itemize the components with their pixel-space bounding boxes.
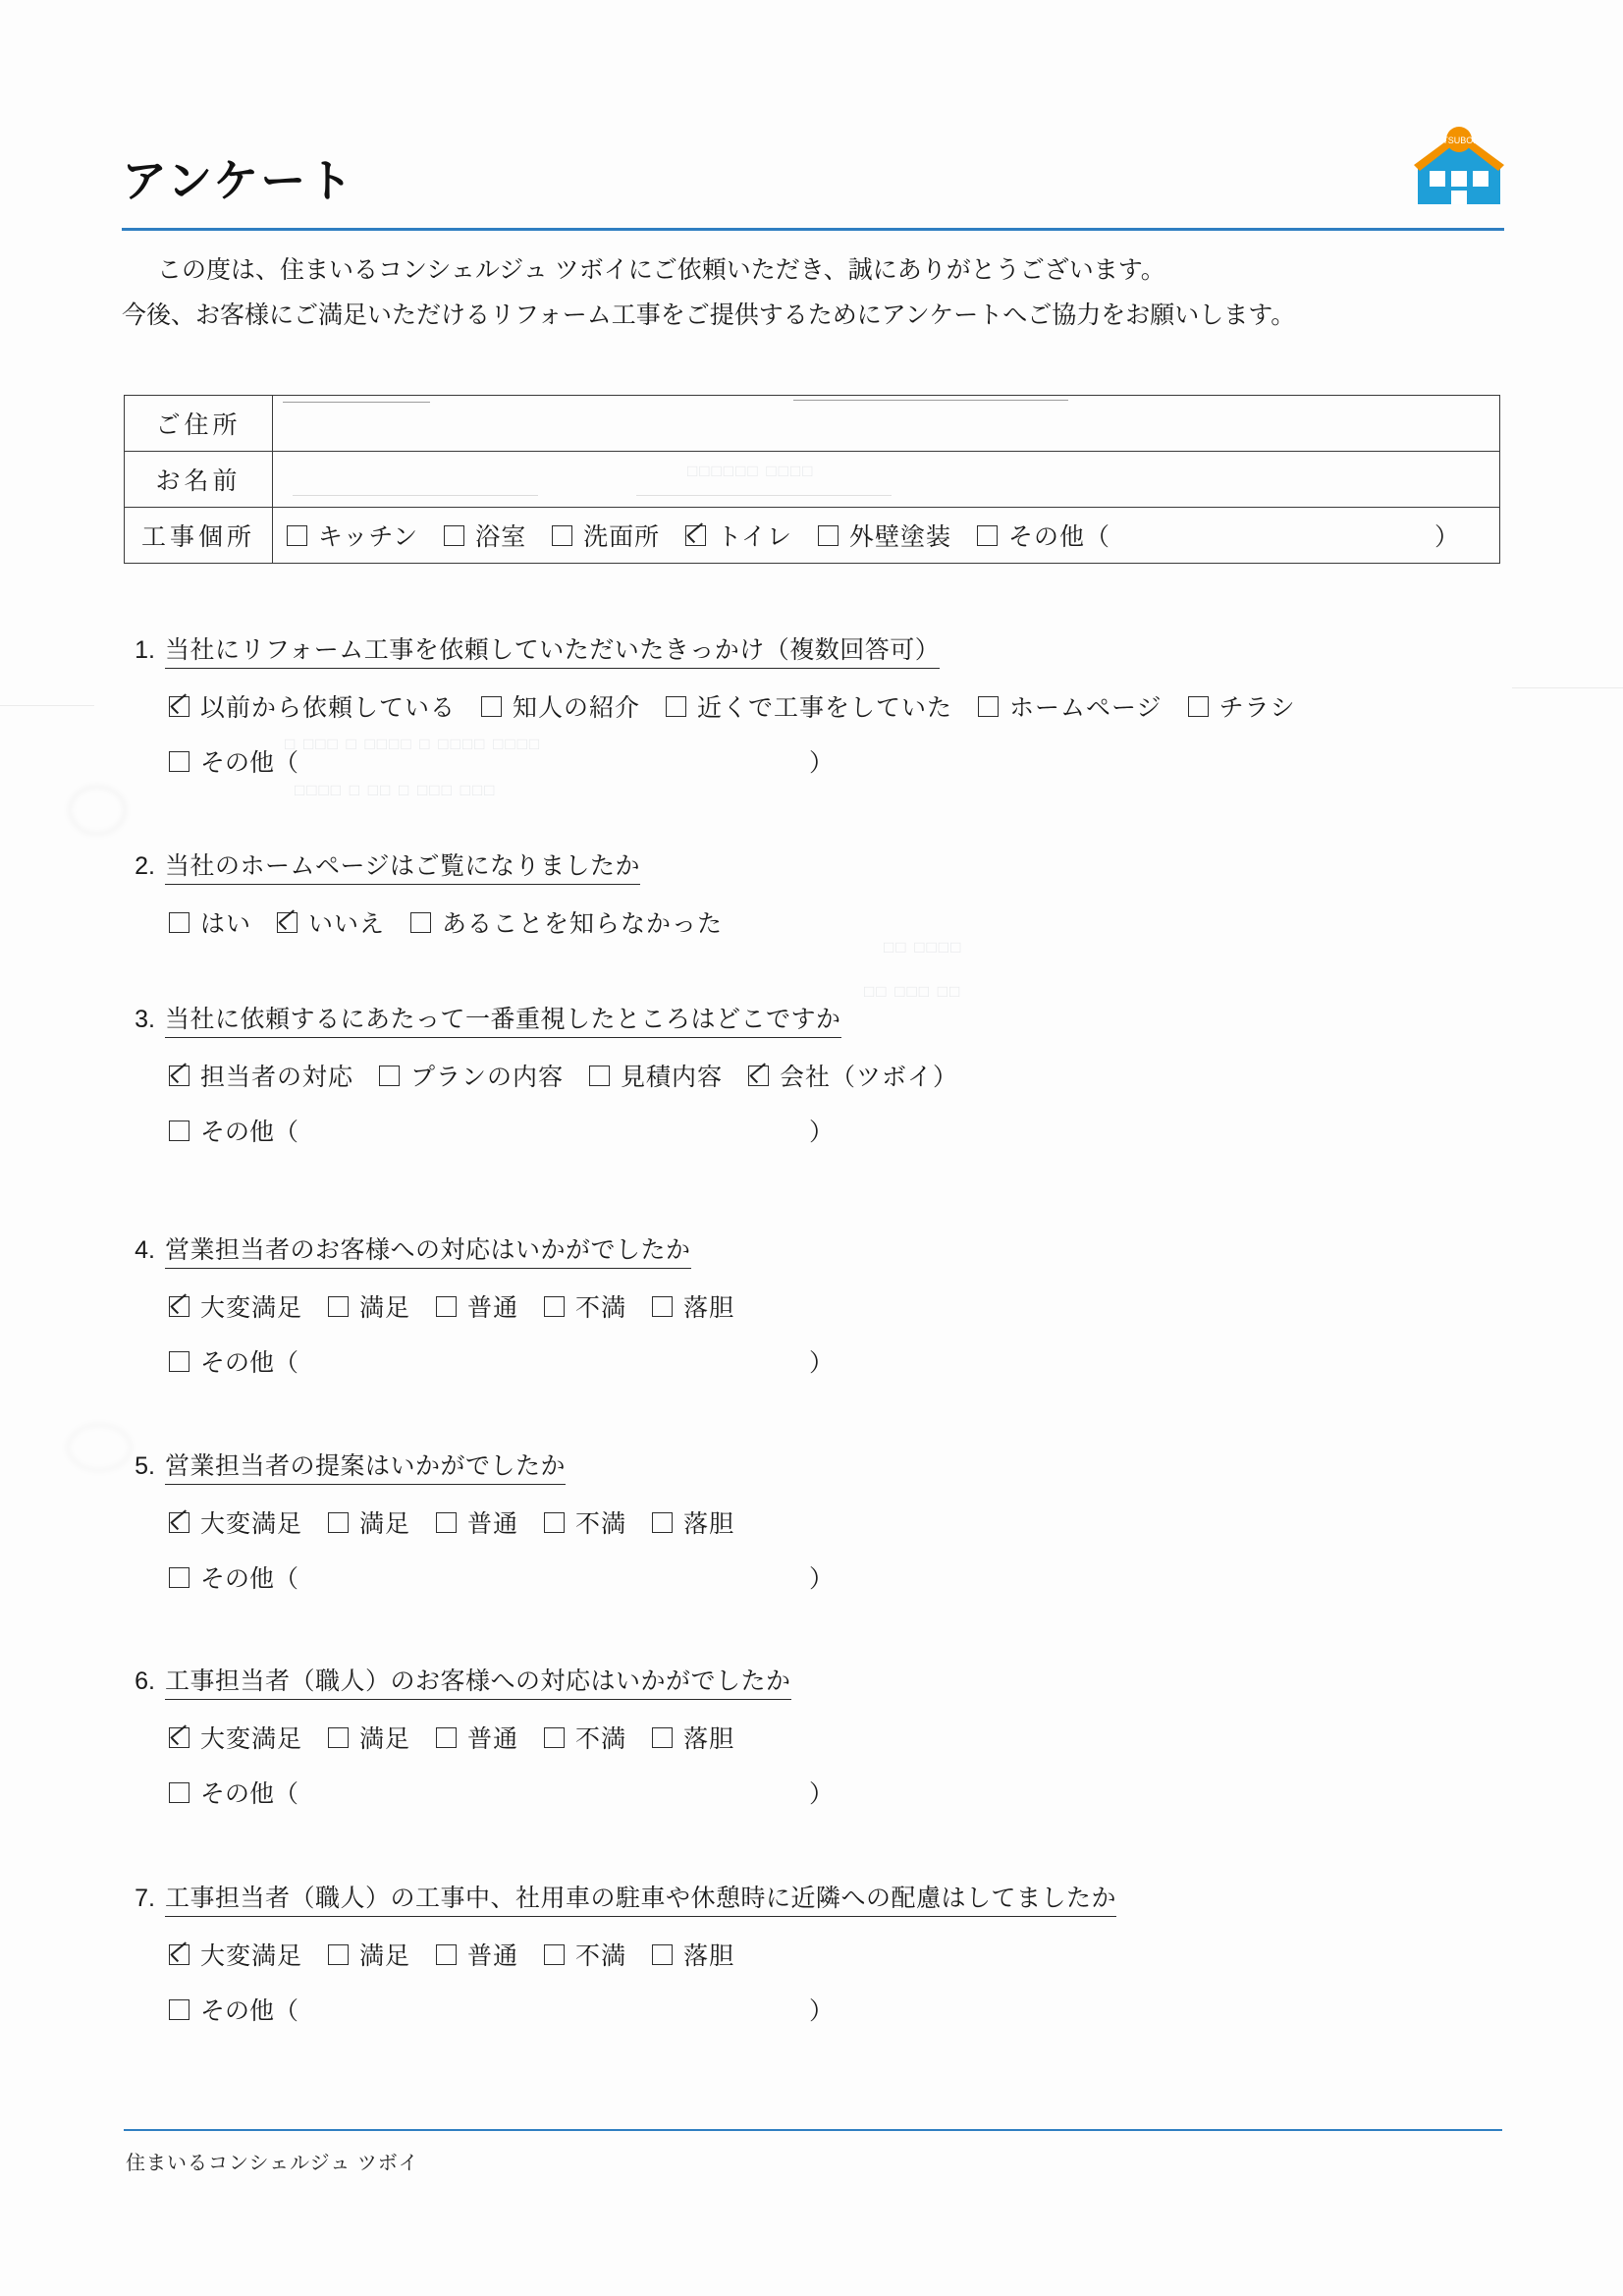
- checkbox-icon[interactable]: [977, 525, 998, 546]
- checkbox-option-very-satisfied[interactable]: [169, 1937, 302, 1972]
- checkbox-option-estimate-content[interactable]: [589, 1058, 723, 1093]
- name-field[interactable]: [272, 452, 1499, 508]
- work-area-options: [272, 508, 1499, 564]
- checkbox-option-washroom[interactable]: [552, 518, 660, 553]
- checkbox-icon[interactable]: [169, 1782, 189, 1803]
- checkbox-option-neutral[interactable]: [436, 1720, 518, 1755]
- option-label: はい: [200, 910, 252, 938]
- question-heading: [122, 1447, 1516, 1485]
- checkbox-option-neutral[interactable]: [436, 1937, 518, 1972]
- option-label: 普通: [467, 1725, 519, 1753]
- option-label: 外壁塗装: [848, 523, 951, 551]
- option-label: 不満: [575, 1510, 627, 1538]
- checkbox-option-neutral[interactable]: [436, 1288, 518, 1324]
- question-4: [122, 1230, 1516, 1379]
- handwriting-stroke: [293, 495, 538, 496]
- option-label: 落胆: [683, 1725, 735, 1753]
- option-label: 満足: [359, 1510, 411, 1538]
- checkbox-option-kitchen[interactable]: [287, 518, 418, 553]
- question-text: 営業担当者のお客様への対応はいかがでしたか: [165, 1230, 691, 1269]
- question-heading: [122, 1000, 1516, 1038]
- svg-text:TSUBOI: TSUBOI: [1442, 136, 1476, 145]
- checkbox-icon[interactable]: [652, 1944, 673, 1965]
- other-label: その他（: [200, 1119, 299, 1146]
- option-label: 普通: [467, 1294, 519, 1322]
- option-label: いいえ: [308, 910, 386, 938]
- checkbox-option-company[interactable]: [748, 1058, 958, 1093]
- checkbox-icon-checked[interactable]: [748, 1066, 769, 1086]
- checkbox-icon[interactable]: [169, 1567, 189, 1588]
- question-other-row[interactable]: [169, 1343, 1516, 1379]
- option-label: 不満: [575, 1725, 627, 1753]
- checkbox-option-didnt-know[interactable]: [410, 904, 723, 940]
- scan-artifact-ghost: □□ □□□□: [884, 938, 963, 957]
- checkbox-icon-checked[interactable]: [277, 912, 298, 933]
- checkbox-icon[interactable]: [169, 1999, 189, 2020]
- checkbox-option-neutral[interactable]: [436, 1504, 518, 1540]
- question-other-row[interactable]: [169, 1559, 1516, 1595]
- checkbox-option-nearby-work[interactable]: [666, 688, 952, 724]
- question-heading: [122, 1662, 1516, 1700]
- option-label: 大変満足: [200, 1510, 303, 1538]
- checkbox-option-yes[interactable]: [169, 904, 251, 940]
- checkbox-option-very-satisfied[interactable]: [169, 1504, 302, 1540]
- question-options: [169, 1720, 1516, 1755]
- handwriting-stroke: [793, 400, 1068, 401]
- table-row-name: [125, 452, 1500, 508]
- checkbox-icon[interactable]: [544, 1727, 565, 1748]
- checkbox-option-staff-response[interactable]: [169, 1058, 353, 1093]
- intro-line-1: この度は、住まいるコンシェルジュ ツボイにご依頼いただき、誠にありがとうございます。: [157, 256, 1165, 284]
- option-label: 不満: [575, 1942, 627, 1970]
- option-label: その他（: [1007, 523, 1110, 551]
- other-close-paren: ）: [809, 1780, 835, 1808]
- scan-artifact-ghost: □□□□ □ □□ □ □□□ □□□: [295, 781, 497, 799]
- checkbox-option-no[interactable]: [277, 904, 385, 940]
- footer-company-name: 住まいるコンシェルジュ ツボイ: [126, 2153, 419, 2174]
- other-label: その他（: [200, 1997, 299, 2025]
- scan-artifact-line: [0, 705, 94, 706]
- checkbox-option-dissatisfied[interactable]: [544, 1937, 626, 1972]
- other-label: その他（: [200, 1349, 299, 1377]
- checkbox-option-dissatisfied[interactable]: [544, 1288, 626, 1324]
- table-row-address: [125, 396, 1500, 452]
- option-label: 大変満足: [200, 1725, 303, 1753]
- checkbox-option-very-satisfied[interactable]: [169, 1720, 302, 1755]
- question-text: 当社のホームページはご覧になりましたか: [165, 847, 640, 885]
- tsuboi-logo-icon: [1412, 126, 1506, 210]
- checkbox-icon-checked[interactable]: [169, 1727, 189, 1748]
- option-label: プランの内容: [410, 1064, 565, 1091]
- checkbox-option-homepage[interactable]: [978, 688, 1163, 724]
- question-number: 7.: [135, 1885, 155, 1912]
- option-label: チラシ: [1218, 694, 1296, 722]
- work-area-label: 工事個所: [125, 508, 273, 564]
- address-label: ご住所: [125, 396, 273, 452]
- name-label: お名前: [125, 452, 273, 508]
- checkbox-option-toilet[interactable]: [685, 518, 792, 553]
- checkbox-icon-checked[interactable]: [169, 1944, 189, 1965]
- checkbox-icon[interactable]: [652, 1512, 673, 1533]
- checkbox-icon[interactable]: [328, 1727, 349, 1748]
- option-label: 洗面所: [583, 523, 661, 551]
- other-label: その他（: [200, 1780, 299, 1808]
- checkbox-option-satisfied[interactable]: [328, 1937, 410, 1972]
- other-close-paren: ）: [809, 1119, 835, 1146]
- option-label: 普通: [467, 1510, 519, 1538]
- other-close-paren: ）: [809, 1349, 835, 1377]
- checkbox-icon[interactable]: [328, 1296, 349, 1317]
- other-input-line[interactable]: [298, 1361, 809, 1362]
- checkbox-option-satisfied[interactable]: [328, 1720, 410, 1755]
- option-label: 大変満足: [200, 1294, 303, 1322]
- option-label: 満足: [359, 1942, 411, 1970]
- option-label: 以前から依頼している: [200, 694, 457, 722]
- question-options: [169, 1058, 1516, 1093]
- question-text: 営業担当者の提案はいかがでしたか: [165, 1447, 566, 1485]
- checkbox-icon[interactable]: [589, 1066, 610, 1086]
- question-text: 当社にリフォーム工事を依頼していただいたきっかけ（複数回答可）: [165, 630, 940, 669]
- checkbox-icon-checked[interactable]: [685, 525, 706, 546]
- question-options: [169, 1288, 1516, 1324]
- question-2: [122, 847, 1516, 940]
- question-heading: [122, 630, 1516, 669]
- scan-artifact-ghost: □□□□□□ □□□□: [687, 462, 815, 480]
- option-label: 落胆: [683, 1942, 735, 1970]
- address-field[interactable]: [272, 396, 1499, 452]
- question-other-row[interactable]: [169, 1775, 1516, 1810]
- checkbox-option-dissatisfied[interactable]: [544, 1720, 626, 1755]
- question-options: [169, 688, 1516, 724]
- checkbox-icon[interactable]: [436, 1727, 457, 1748]
- option-label: 浴室: [475, 523, 527, 551]
- question-number: 4.: [135, 1236, 155, 1264]
- handwriting-stroke: [636, 495, 892, 496]
- handwriting-stroke: [283, 402, 430, 403]
- other-label: その他（: [200, 1565, 299, 1593]
- checkbox-option-satisfied[interactable]: [328, 1288, 410, 1324]
- checkbox-icon[interactable]: [169, 1351, 189, 1372]
- other-input-line[interactable]: [298, 1577, 809, 1578]
- checkbox-icon[interactable]: [544, 1944, 565, 1965]
- other-close-paren: ）: [809, 1997, 835, 2025]
- question-text: 工事担当者（職人）のお客様への対応はいかがでしたか: [165, 1662, 791, 1700]
- checkbox-icon-checked[interactable]: [169, 1512, 189, 1533]
- other-close-paren: ）: [809, 749, 835, 777]
- question-number: 5.: [135, 1452, 155, 1480]
- checkbox-icon[interactable]: [444, 525, 464, 546]
- checkbox-option-repeat-client[interactable]: [169, 688, 456, 724]
- question-5: [122, 1447, 1516, 1595]
- question-number: 6.: [135, 1667, 155, 1695]
- checkbox-icon[interactable]: [544, 1296, 565, 1317]
- checkbox-icon[interactable]: [410, 912, 431, 933]
- option-label: 会社（ツボイ）: [780, 1064, 959, 1091]
- other-label: その他（: [200, 749, 299, 777]
- option-label: トイレ: [717, 523, 792, 551]
- checkbox-icon-checked[interactable]: [169, 1066, 189, 1086]
- checkbox-option-dissatisfied[interactable]: [544, 1504, 626, 1540]
- question-6: [122, 1662, 1516, 1810]
- question-number: 1.: [135, 636, 155, 664]
- page-title: アンケート: [122, 155, 355, 206]
- question-heading: [122, 1879, 1516, 1917]
- checkbox-icon[interactable]: [544, 1512, 565, 1533]
- footer-divider: [124, 2129, 1502, 2131]
- intro-line-2: 今後、お客様にご満足いただけるリフォーム工事をご提供するためにアンケートへご協力をお願いします。: [122, 301, 1296, 330]
- checkbox-icon[interactable]: [169, 751, 189, 772]
- checkbox-icon[interactable]: [169, 1121, 189, 1141]
- scan-artifact-smudge: [69, 786, 126, 835]
- question-text: 工事担当者（職人）の工事中、社用車の駐車や休憩時に近隣への配慮はしてましたか: [165, 1879, 1116, 1917]
- option-label: 落胆: [683, 1510, 735, 1538]
- question-heading: [122, 847, 1516, 885]
- checkbox-option-disappointed[interactable]: [652, 1937, 734, 1972]
- checkbox-icon-checked[interactable]: [169, 1296, 189, 1317]
- other-input-line[interactable]: [298, 1130, 809, 1131]
- checkbox-icon[interactable]: [1188, 696, 1209, 717]
- option-label: 不満: [575, 1294, 627, 1322]
- question-3: [122, 1000, 1516, 1148]
- checkbox-option-flyer[interactable]: [1188, 688, 1296, 724]
- question-1: [122, 630, 1516, 779]
- question-options: [169, 1937, 1516, 1972]
- question-other-row[interactable]: [169, 1992, 1516, 2027]
- checkbox-option-bathroom[interactable]: [444, 518, 526, 553]
- checkbox-icon[interactable]: [379, 1066, 400, 1086]
- other-input-line[interactable]: [298, 2009, 809, 2010]
- checkbox-option-disappointed[interactable]: [652, 1504, 734, 1540]
- checkbox-icon[interactable]: [652, 1296, 673, 1317]
- checkbox-option-disappointed[interactable]: [652, 1720, 734, 1755]
- question-options: [169, 1504, 1516, 1540]
- intro-paragraph: [122, 247, 1516, 339]
- checkbox-icon[interactable]: [818, 525, 839, 546]
- checkbox-option-satisfied[interactable]: [328, 1504, 410, 1540]
- question-7: [122, 1879, 1516, 2027]
- option-label: 落胆: [683, 1294, 735, 1322]
- checkbox-option-very-satisfied[interactable]: [169, 1288, 302, 1324]
- checkbox-icon[interactable]: [328, 1944, 349, 1965]
- customer-info-table: [124, 395, 1500, 564]
- checkbox-icon[interactable]: [666, 696, 686, 717]
- question-other-row[interactable]: [169, 1113, 1516, 1148]
- option-label: 担当者の対応: [200, 1064, 354, 1091]
- option-label: 普通: [467, 1942, 519, 1970]
- checkbox-icon[interactable]: [481, 696, 502, 717]
- other-close-paren: ）: [809, 1565, 835, 1593]
- other-input-line[interactable]: [298, 1792, 809, 1793]
- checkbox-option-plan-content[interactable]: [379, 1058, 564, 1093]
- checkbox-icon[interactable]: [287, 525, 307, 546]
- checkbox-icon[interactable]: [169, 912, 189, 933]
- option-label: 見積内容: [621, 1064, 724, 1091]
- question-number: 3.: [135, 1006, 155, 1033]
- checkbox-option-disappointed[interactable]: [652, 1288, 734, 1324]
- title-divider: [122, 228, 1504, 231]
- table-row-work-area: [125, 508, 1500, 564]
- option-label: 知人の紹介: [513, 694, 641, 722]
- question-options: [169, 904, 1516, 940]
- option-label: 近くで工事をしていた: [697, 694, 953, 722]
- checkbox-icon[interactable]: [652, 1727, 673, 1748]
- question-heading: [122, 1230, 1516, 1269]
- checkbox-icon[interactable]: [436, 1296, 457, 1317]
- option-label: 満足: [359, 1294, 411, 1322]
- question-text: 当社に依頼するにあたって一番重視したところはどこですか: [165, 1000, 841, 1038]
- option-close-paren: ）: [1434, 523, 1460, 551]
- checkbox-icon-checked[interactable]: [169, 696, 189, 717]
- checkbox-option-exterior-paint[interactable]: [818, 518, 951, 553]
- checkbox-option-other[interactable]: [977, 518, 1460, 553]
- option-label: 大変満足: [200, 1942, 303, 1970]
- checkbox-icon[interactable]: [436, 1944, 457, 1965]
- question-number: 2.: [135, 852, 155, 880]
- checkbox-icon[interactable]: [328, 1512, 349, 1533]
- other-input-line[interactable]: [298, 761, 809, 762]
- scan-artifact-ghost: □□ □□□ □□: [864, 982, 962, 1001]
- checkbox-icon[interactable]: [436, 1512, 457, 1533]
- option-label: キッチン: [317, 523, 419, 551]
- scan-artifact-ghost: □ □□□ □ □□□□ □ □□□□ □□□□: [285, 735, 542, 753]
- option-label: あることを知らなかった: [442, 910, 724, 938]
- scan-artifact-line: [1512, 687, 1623, 688]
- question-other-row[interactable]: [169, 743, 1516, 779]
- option-label: 満足: [359, 1725, 411, 1753]
- checkbox-icon[interactable]: [978, 696, 999, 717]
- option-label: ホームページ: [1009, 694, 1163, 722]
- checkbox-icon[interactable]: [552, 525, 572, 546]
- checkbox-option-referral[interactable]: [481, 688, 640, 724]
